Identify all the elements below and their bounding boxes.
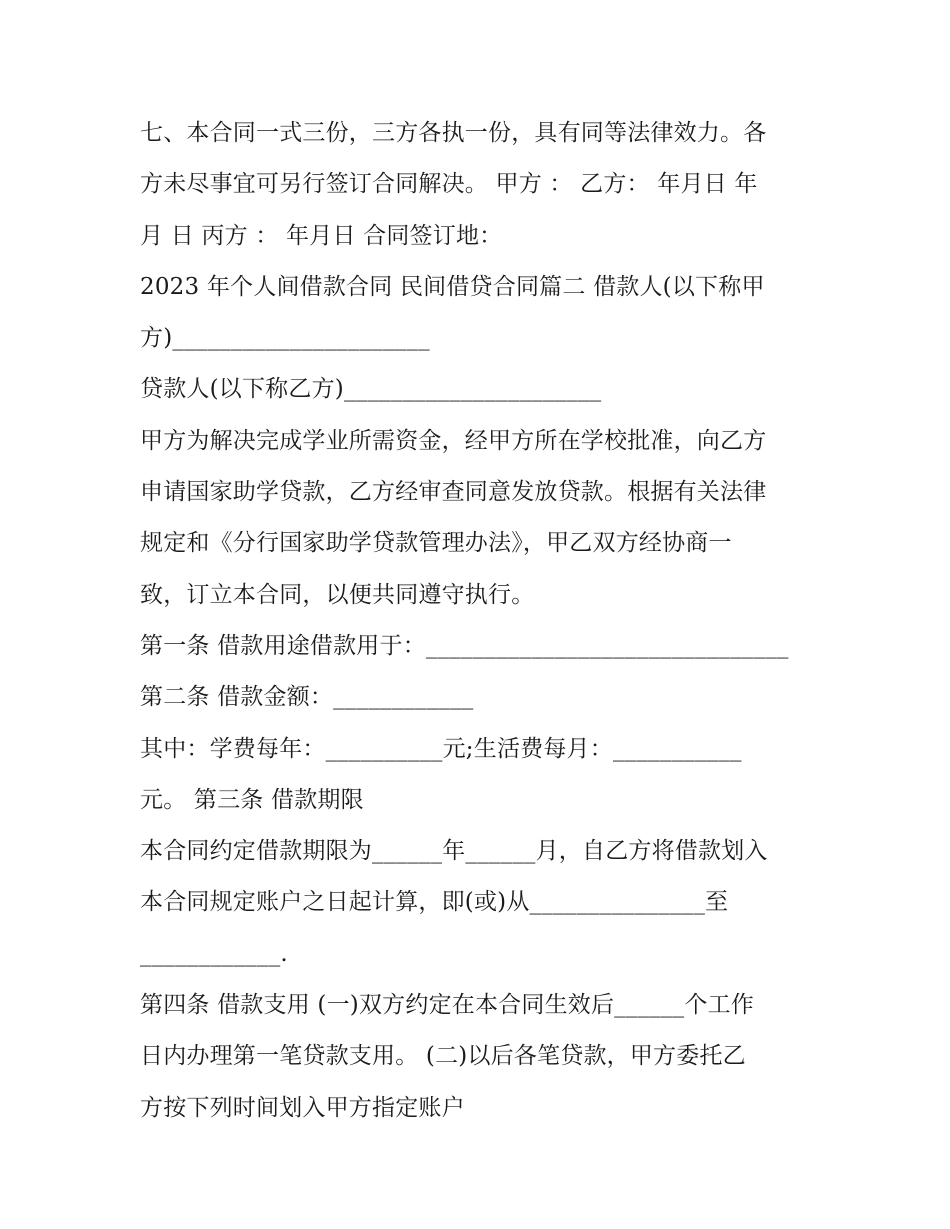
text-line: 致，订立本合同，以便共同遵守执行。 xyxy=(140,581,535,608)
text-line: 贷款人(以下称乙方)______________________ xyxy=(140,376,602,403)
text-line: 第四条 借款支用 (一)双方约定在本合同生效后______个工作 xyxy=(140,992,754,1019)
text-line: 第一条 借款用途借款用于：_______________________________ xyxy=(140,632,789,659)
text-line: 本合同约定借款期限为______年______月，自乙方将借款划入 xyxy=(140,838,768,865)
text-line: 月 日 丙方 ： 年月日 合同签订地： xyxy=(140,222,503,249)
text-line: 方按下列时间划入甲方指定账户 xyxy=(140,1094,465,1121)
text-line: 其中：学费每年：__________元;生活费每月：___________ xyxy=(140,735,742,762)
text-line: 日内办理第一笔贷款支用。 (二)以后各笔贷款，甲方委托乙 xyxy=(140,1043,746,1070)
text-line: 规定和《分行国家助学贷款管理办法》，甲乙双方经协商一 xyxy=(140,530,732,557)
text-line: 元。 第三条 借款期限 xyxy=(140,786,364,813)
text-line: 方)______________________ xyxy=(140,325,430,352)
text-line: 2023 年个人间借款合同 民间借贷合同篇二 借款人(以下称甲 xyxy=(140,273,765,300)
text-line: 本合同规定账户之日起计算，即(或)从_______________至 xyxy=(140,889,729,916)
text-line: 申请国家助学贷款，乙方经审查同意发放贷款。根据有关法律 xyxy=(140,479,767,506)
text-line: 甲方为解决完成学业所需资金，经甲方所在学校批准，向乙方 xyxy=(140,427,767,454)
text-line: 方未尽事宜可另行签订合同解决。 甲方 ： 乙方： 年月日 年 xyxy=(140,171,758,198)
text-line: 第二条 借款金额：____________ xyxy=(140,684,474,711)
text-line: ____________. xyxy=(140,940,288,967)
text-line: 七、本合同一式三份，三方各执一份，具有同等法律效力。各 xyxy=(140,120,767,146)
contract-text xyxy=(140,108,820,1134)
